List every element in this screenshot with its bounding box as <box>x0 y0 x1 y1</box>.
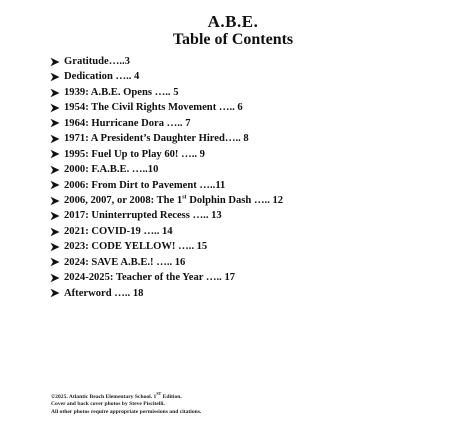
arrow-bullet-icon <box>50 134 60 144</box>
toc-item-1954 <box>50 100 450 115</box>
arrow-bullet-icon <box>50 227 60 237</box>
toc-item-label: 1954: The Civil Rights Movement ….. 6 <box>64 102 243 114</box>
edition-superscript: ST <box>156 391 162 396</box>
toc-item-label: 2024: SAVE A.B.E.! ….. 16 <box>64 256 186 268</box>
document-title: A.B.E. <box>207 12 259 31</box>
toc-item-label: 2023: CODE YELLOW! ….. 15 <box>64 241 208 253</box>
copyright-footer <box>51 390 451 416</box>
toc-item-2000 <box>50 162 450 177</box>
ordinal-superscript: st <box>182 194 187 201</box>
toc-item-1939 <box>50 85 450 100</box>
toc-item-gratitude <box>50 54 450 69</box>
toc-item-1995 <box>50 147 450 162</box>
arrow-bullet-icon <box>50 288 60 298</box>
toc-item-2017 <box>50 208 450 223</box>
copyright-text: ©2025. Atlantic Beach Elementary School. 1 <box>51 393 157 400</box>
toc-item-label <box>64 193 283 208</box>
toc-item-label: Afterword ….. 18 <box>64 287 144 299</box>
toc-item-label: 2021: COVID-19 ….. 14 <box>64 225 173 237</box>
document-subtitle: Table of Contents <box>172 31 294 48</box>
toc-item-label: 2024-2025: Teacher of the Year ….. 17 <box>64 272 236 284</box>
toc-item-label: Dedication ….. 4 <box>64 71 140 83</box>
toc-item-label: 2017: Uninterrupted Recess ….. 13 <box>64 210 222 222</box>
toc-item-dedication <box>50 69 450 84</box>
photo-credit-line: Cover and back cover photos by Steve Piscitelli. <box>51 401 165 408</box>
arrow-bullet-icon <box>50 103 60 113</box>
arrow-bullet-icon <box>50 273 60 283</box>
arrow-bullet-icon <box>50 180 60 190</box>
toc-item-afterword <box>50 286 450 301</box>
arrow-bullet-icon <box>50 88 60 98</box>
toc-item-label: 1939: A.B.E. Opens ….. 5 <box>64 86 179 98</box>
arrow-bullet-icon <box>50 118 60 128</box>
toc-item-label-part: 2006, 2007, or 2008: The 1 <box>64 194 183 206</box>
arrow-bullet-icon <box>50 257 60 267</box>
toc-item-label: 2000: F.A.B.E. …..10 <box>64 164 159 176</box>
toc-item-label: 2006: From Dirt to Pavement …..11 <box>64 179 226 191</box>
toc-item-label-part: Dolphin Dash ….. 12 <box>186 194 284 206</box>
table-of-contents-list <box>50 54 450 301</box>
toc-item-1964 <box>50 116 450 131</box>
toc-item-label: 1995: Fuel Up to Play 60! ….. 9 <box>64 148 205 160</box>
toc-item-label: Gratitude…..3 <box>64 56 130 67</box>
arrow-bullet-icon <box>50 242 60 252</box>
toc-item-2024 <box>50 255 450 270</box>
arrow-bullet-icon <box>50 57 60 67</box>
arrow-bullet-icon <box>50 211 60 221</box>
toc-item-label: 1964: Hurricane Dora ….. 7 <box>64 117 191 129</box>
toc-item-2006 <box>50 178 450 193</box>
toc-item-2024-2025 <box>50 270 450 285</box>
arrow-bullet-icon <box>50 196 60 206</box>
edition-text: Edition. <box>161 393 182 400</box>
arrow-bullet-icon <box>50 149 60 159</box>
toc-item-2021 <box>50 224 450 239</box>
permissions-line: All other photos require appropriate permissions and citations. <box>51 408 202 415</box>
toc-item-2023 <box>50 239 450 254</box>
copyright-line <box>51 390 451 401</box>
toc-item-1971 <box>50 131 450 146</box>
toc-item-dolphin-dash <box>50 193 450 208</box>
arrow-bullet-icon <box>50 165 60 175</box>
toc-item-label: 1971: A President’s Daughter Hired….. 8 <box>64 133 249 145</box>
arrow-bullet-icon <box>50 72 60 82</box>
